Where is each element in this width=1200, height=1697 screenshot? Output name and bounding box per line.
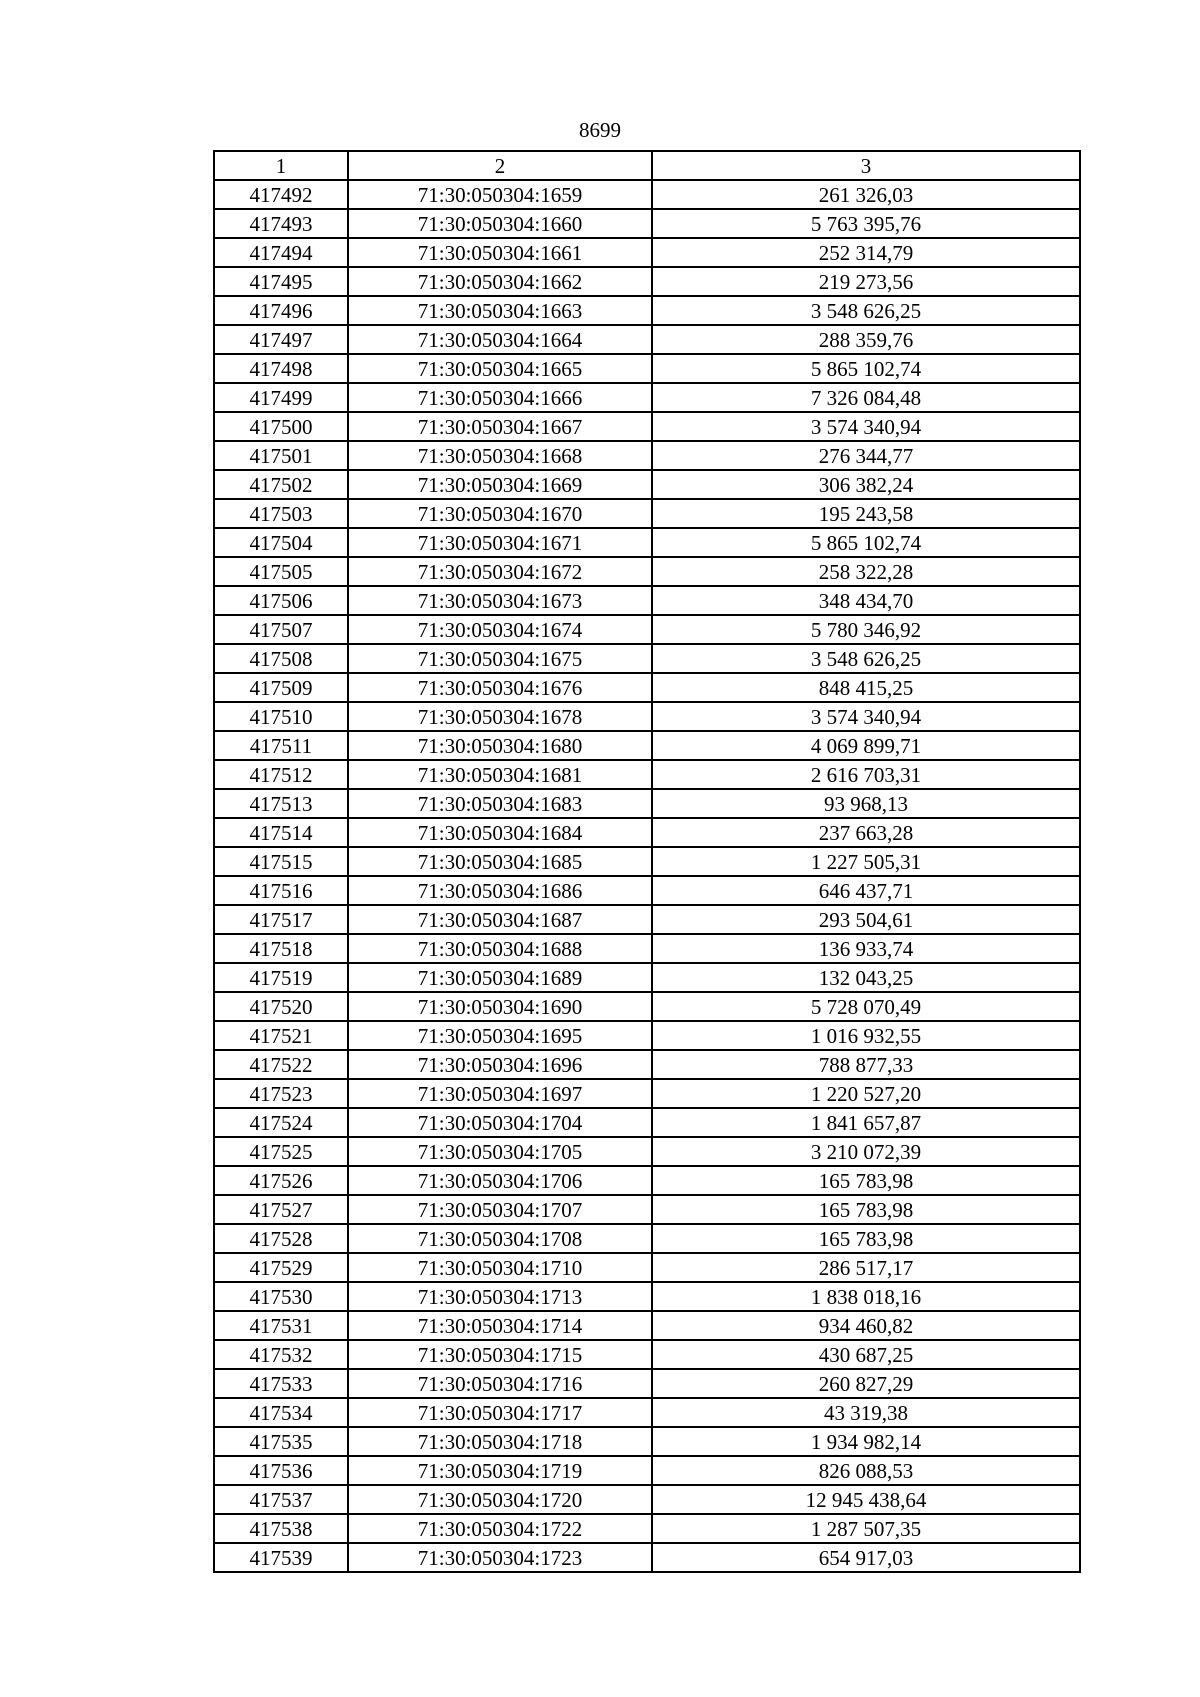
cadastral-number-cell: 71:30:050304:1708 [348, 1224, 652, 1253]
table-row [214, 1224, 1080, 1253]
cadastral-number-cell: 71:30:050304:1661 [348, 238, 652, 267]
column-header-1: 1 [214, 151, 348, 180]
cadastral-number-cell: 71:30:050304:1667 [348, 412, 652, 441]
value-cell: 826 088,53 [652, 1456, 1080, 1485]
value-cell: 3 574 340,94 [652, 412, 1080, 441]
cadastral-number-cell: 71:30:050304:1681 [348, 760, 652, 789]
value-cell: 5 780 346,92 [652, 615, 1080, 644]
cadastral-number-cell: 71:30:050304:1670 [348, 499, 652, 528]
row-number-cell: 417509 [214, 673, 348, 702]
table-row [214, 1137, 1080, 1166]
page-number: 8699 [579, 118, 621, 142]
cadastral-number-cell: 71:30:050304:1714 [348, 1311, 652, 1340]
value-cell: 286 517,17 [652, 1253, 1080, 1282]
row-number-cell: 417502 [214, 470, 348, 499]
table-row [214, 1369, 1080, 1398]
cadastral-number-cell: 71:30:050304:1715 [348, 1340, 652, 1369]
cadastral-number-cell: 71:30:050304:1672 [348, 557, 652, 586]
row-number-cell: 417504 [214, 528, 348, 557]
row-number-cell: 417527 [214, 1195, 348, 1224]
table-header [214, 151, 1080, 180]
row-number-cell: 417493 [214, 209, 348, 238]
value-cell: 12 945 438,64 [652, 1485, 1080, 1514]
table-row [214, 1427, 1080, 1456]
value-cell: 165 783,98 [652, 1195, 1080, 1224]
value-cell: 1 287 507,35 [652, 1514, 1080, 1543]
value-cell: 1 838 018,16 [652, 1282, 1080, 1311]
cadastral-number-cell: 71:30:050304:1690 [348, 992, 652, 1021]
value-cell: 646 437,71 [652, 876, 1080, 905]
table-row [214, 1021, 1080, 1050]
table-row [214, 731, 1080, 760]
table-row [214, 1282, 1080, 1311]
row-number-cell: 417515 [214, 847, 348, 876]
cadastral-number-cell: 71:30:050304:1675 [348, 644, 652, 673]
row-number-cell: 417514 [214, 818, 348, 847]
column-header-2: 2 [348, 151, 652, 180]
row-number-cell: 417501 [214, 441, 348, 470]
value-cell: 260 827,29 [652, 1369, 1080, 1398]
cadastral-number-cell: 71:30:050304:1696 [348, 1050, 652, 1079]
value-cell: 93 968,13 [652, 789, 1080, 818]
row-number-cell: 417538 [214, 1514, 348, 1543]
value-cell: 306 382,24 [652, 470, 1080, 499]
column-header-3: 3 [652, 151, 1080, 180]
cadastral-number-cell: 71:30:050304:1707 [348, 1195, 652, 1224]
cadastral-number-cell: 71:30:050304:1668 [348, 441, 652, 470]
cadastral-number-cell: 71:30:050304:1678 [348, 702, 652, 731]
cadastral-number-cell: 71:30:050304:1665 [348, 354, 652, 383]
value-cell: 1 934 982,14 [652, 1427, 1080, 1456]
value-cell: 3 548 626,25 [652, 296, 1080, 325]
cadastral-number-cell: 71:30:050304:1704 [348, 1108, 652, 1137]
cadastral-number-cell: 71:30:050304:1689 [348, 963, 652, 992]
value-cell: 1 841 657,87 [652, 1108, 1080, 1137]
table-row [214, 1195, 1080, 1224]
cadastral-number-cell: 71:30:050304:1680 [348, 731, 652, 760]
table-row [214, 1543, 1080, 1572]
row-number-cell: 417535 [214, 1427, 348, 1456]
row-number-cell: 417511 [214, 731, 348, 760]
row-number-cell: 417499 [214, 383, 348, 412]
row-number-cell: 417494 [214, 238, 348, 267]
value-cell: 3 548 626,25 [652, 644, 1080, 673]
cadastral-number-cell: 71:30:050304:1717 [348, 1398, 652, 1427]
cadastral-number-cell: 71:30:050304:1716 [348, 1369, 652, 1398]
row-number-cell: 417534 [214, 1398, 348, 1427]
cadastral-number-cell: 71:30:050304:1719 [348, 1456, 652, 1485]
row-number-cell: 417505 [214, 557, 348, 586]
value-cell: 2 616 703,31 [652, 760, 1080, 789]
table-row [214, 586, 1080, 615]
row-number-cell: 417532 [214, 1340, 348, 1369]
row-number-cell: 417519 [214, 963, 348, 992]
value-cell: 165 783,98 [652, 1166, 1080, 1195]
table-row [214, 1166, 1080, 1195]
cadastral-number-cell: 71:30:050304:1697 [348, 1079, 652, 1108]
row-number-cell: 417510 [214, 702, 348, 731]
table-row [214, 1079, 1080, 1108]
row-number-cell: 417518 [214, 934, 348, 963]
row-number-cell: 417507 [214, 615, 348, 644]
table-row [214, 615, 1080, 644]
row-number-cell: 417536 [214, 1456, 348, 1485]
table-row [214, 1050, 1080, 1079]
row-number-cell: 417497 [214, 325, 348, 354]
row-number-cell: 417530 [214, 1282, 348, 1311]
value-cell: 788 877,33 [652, 1050, 1080, 1079]
cadastral-number-cell: 71:30:050304:1676 [348, 673, 652, 702]
row-number-cell: 417516 [214, 876, 348, 905]
value-cell: 237 663,28 [652, 818, 1080, 847]
cadastral-number-cell: 71:30:050304:1673 [348, 586, 652, 615]
table-row [214, 1398, 1080, 1427]
table-row [214, 876, 1080, 905]
cadastral-number-cell: 71:30:050304:1695 [348, 1021, 652, 1050]
value-cell: 5 728 070,49 [652, 992, 1080, 1021]
cadastral-number-cell: 71:30:050304:1662 [348, 267, 652, 296]
cadastral-number-cell: 71:30:050304:1684 [348, 818, 652, 847]
row-number-cell: 417512 [214, 760, 348, 789]
table-row [214, 441, 1080, 470]
table-row [214, 1340, 1080, 1369]
row-number-cell: 417539 [214, 1543, 348, 1572]
cadastral-number-cell: 71:30:050304:1683 [348, 789, 652, 818]
table-row [214, 760, 1080, 789]
cadastral-number-cell: 71:30:050304:1660 [348, 209, 652, 238]
cadastral-number-cell: 71:30:050304:1666 [348, 383, 652, 412]
table-row [214, 325, 1080, 354]
value-cell: 252 314,79 [652, 238, 1080, 267]
table-row [214, 209, 1080, 238]
table-row [214, 992, 1080, 1021]
row-number-cell: 417533 [214, 1369, 348, 1398]
value-cell: 4 069 899,71 [652, 731, 1080, 760]
value-cell: 43 319,38 [652, 1398, 1080, 1427]
table-row [214, 789, 1080, 818]
cadastral-number-cell: 71:30:050304:1723 [348, 1543, 652, 1572]
table-row [214, 296, 1080, 325]
table-body [214, 180, 1080, 1572]
value-cell: 934 460,82 [652, 1311, 1080, 1340]
table-row [214, 412, 1080, 441]
row-number-cell: 417506 [214, 586, 348, 615]
cadastral-number-cell: 71:30:050304:1720 [348, 1485, 652, 1514]
cadastral-number-cell: 71:30:050304:1710 [348, 1253, 652, 1282]
row-number-cell: 417524 [214, 1108, 348, 1137]
value-cell: 132 043,25 [652, 963, 1080, 992]
cadastral-number-cell: 71:30:050304:1671 [348, 528, 652, 557]
cadastral-number-cell: 71:30:050304:1706 [348, 1166, 652, 1195]
value-cell: 136 933,74 [652, 934, 1080, 963]
row-number-cell: 417495 [214, 267, 348, 296]
value-cell: 3 210 072,39 [652, 1137, 1080, 1166]
row-number-cell: 417521 [214, 1021, 348, 1050]
value-cell: 165 783,98 [652, 1224, 1080, 1253]
table-row [214, 673, 1080, 702]
cadastral-number-cell: 71:30:050304:1722 [348, 1514, 652, 1543]
table-row [214, 1108, 1080, 1137]
value-cell: 348 434,70 [652, 586, 1080, 615]
table-row [214, 470, 1080, 499]
row-number-cell: 417513 [214, 789, 348, 818]
table-row [214, 354, 1080, 383]
row-number-cell: 417508 [214, 644, 348, 673]
value-cell: 293 504,61 [652, 905, 1080, 934]
value-cell: 848 415,25 [652, 673, 1080, 702]
value-cell: 195 243,58 [652, 499, 1080, 528]
cadastral-number-cell: 71:30:050304:1685 [348, 847, 652, 876]
value-cell: 654 917,03 [652, 1543, 1080, 1572]
table-row [214, 1456, 1080, 1485]
cadastral-number-cell: 71:30:050304:1718 [348, 1427, 652, 1456]
row-number-cell: 417517 [214, 905, 348, 934]
table-row [214, 818, 1080, 847]
cadastral-number-cell: 71:30:050304:1659 [348, 180, 652, 209]
row-number-cell: 417500 [214, 412, 348, 441]
value-cell: 1 220 527,20 [652, 1079, 1080, 1108]
table-row [214, 1253, 1080, 1282]
value-cell: 5 763 395,76 [652, 209, 1080, 238]
table-row [214, 383, 1080, 412]
table-row [214, 557, 1080, 586]
cadastral-number-cell: 71:30:050304:1713 [348, 1282, 652, 1311]
row-number-cell: 417531 [214, 1311, 348, 1340]
value-cell: 258 322,28 [652, 557, 1080, 586]
value-cell: 1 016 932,55 [652, 1021, 1080, 1050]
table-row [214, 1485, 1080, 1514]
value-cell: 3 574 340,94 [652, 702, 1080, 731]
value-cell: 1 227 505,31 [652, 847, 1080, 876]
table-row [214, 963, 1080, 992]
table-row [214, 905, 1080, 934]
table-row [214, 267, 1080, 296]
cadastral-number-cell: 71:30:050304:1669 [348, 470, 652, 499]
cadastral-number-cell: 71:30:050304:1674 [348, 615, 652, 644]
row-number-cell: 417528 [214, 1224, 348, 1253]
header-row [214, 151, 1080, 180]
table-row [214, 644, 1080, 673]
value-cell: 288 359,76 [652, 325, 1080, 354]
cadastral-number-cell: 71:30:050304:1664 [348, 325, 652, 354]
table-row [214, 1311, 1080, 1340]
table-row [214, 238, 1080, 267]
row-number-cell: 417523 [214, 1079, 348, 1108]
table-row [214, 1514, 1080, 1543]
value-cell: 7 326 084,48 [652, 383, 1080, 412]
value-cell: 219 273,56 [652, 267, 1080, 296]
row-number-cell: 417525 [214, 1137, 348, 1166]
cadastral-number-cell: 71:30:050304:1663 [348, 296, 652, 325]
row-number-cell: 417496 [214, 296, 348, 325]
cadastral-number-cell: 71:30:050304:1705 [348, 1137, 652, 1166]
row-number-cell: 417526 [214, 1166, 348, 1195]
table-row [214, 702, 1080, 731]
table-row [214, 847, 1080, 876]
value-cell: 261 326,03 [652, 180, 1080, 209]
table-row [214, 499, 1080, 528]
table-row [214, 528, 1080, 557]
cadastral-number-cell: 71:30:050304:1687 [348, 905, 652, 934]
registry-table [213, 150, 1081, 1573]
row-number-cell: 417503 [214, 499, 348, 528]
cadastral-number-cell: 71:30:050304:1686 [348, 876, 652, 905]
value-cell: 5 865 102,74 [652, 354, 1080, 383]
row-number-cell: 417537 [214, 1485, 348, 1514]
row-number-cell: 417522 [214, 1050, 348, 1079]
row-number-cell: 417498 [214, 354, 348, 383]
table-row [214, 934, 1080, 963]
value-cell: 5 865 102,74 [652, 528, 1080, 557]
row-number-cell: 417520 [214, 992, 348, 1021]
row-number-cell: 417492 [214, 180, 348, 209]
value-cell: 430 687,25 [652, 1340, 1080, 1369]
cadastral-number-cell: 71:30:050304:1688 [348, 934, 652, 963]
value-cell: 276 344,77 [652, 441, 1080, 470]
row-number-cell: 417529 [214, 1253, 348, 1282]
table-row [214, 180, 1080, 209]
